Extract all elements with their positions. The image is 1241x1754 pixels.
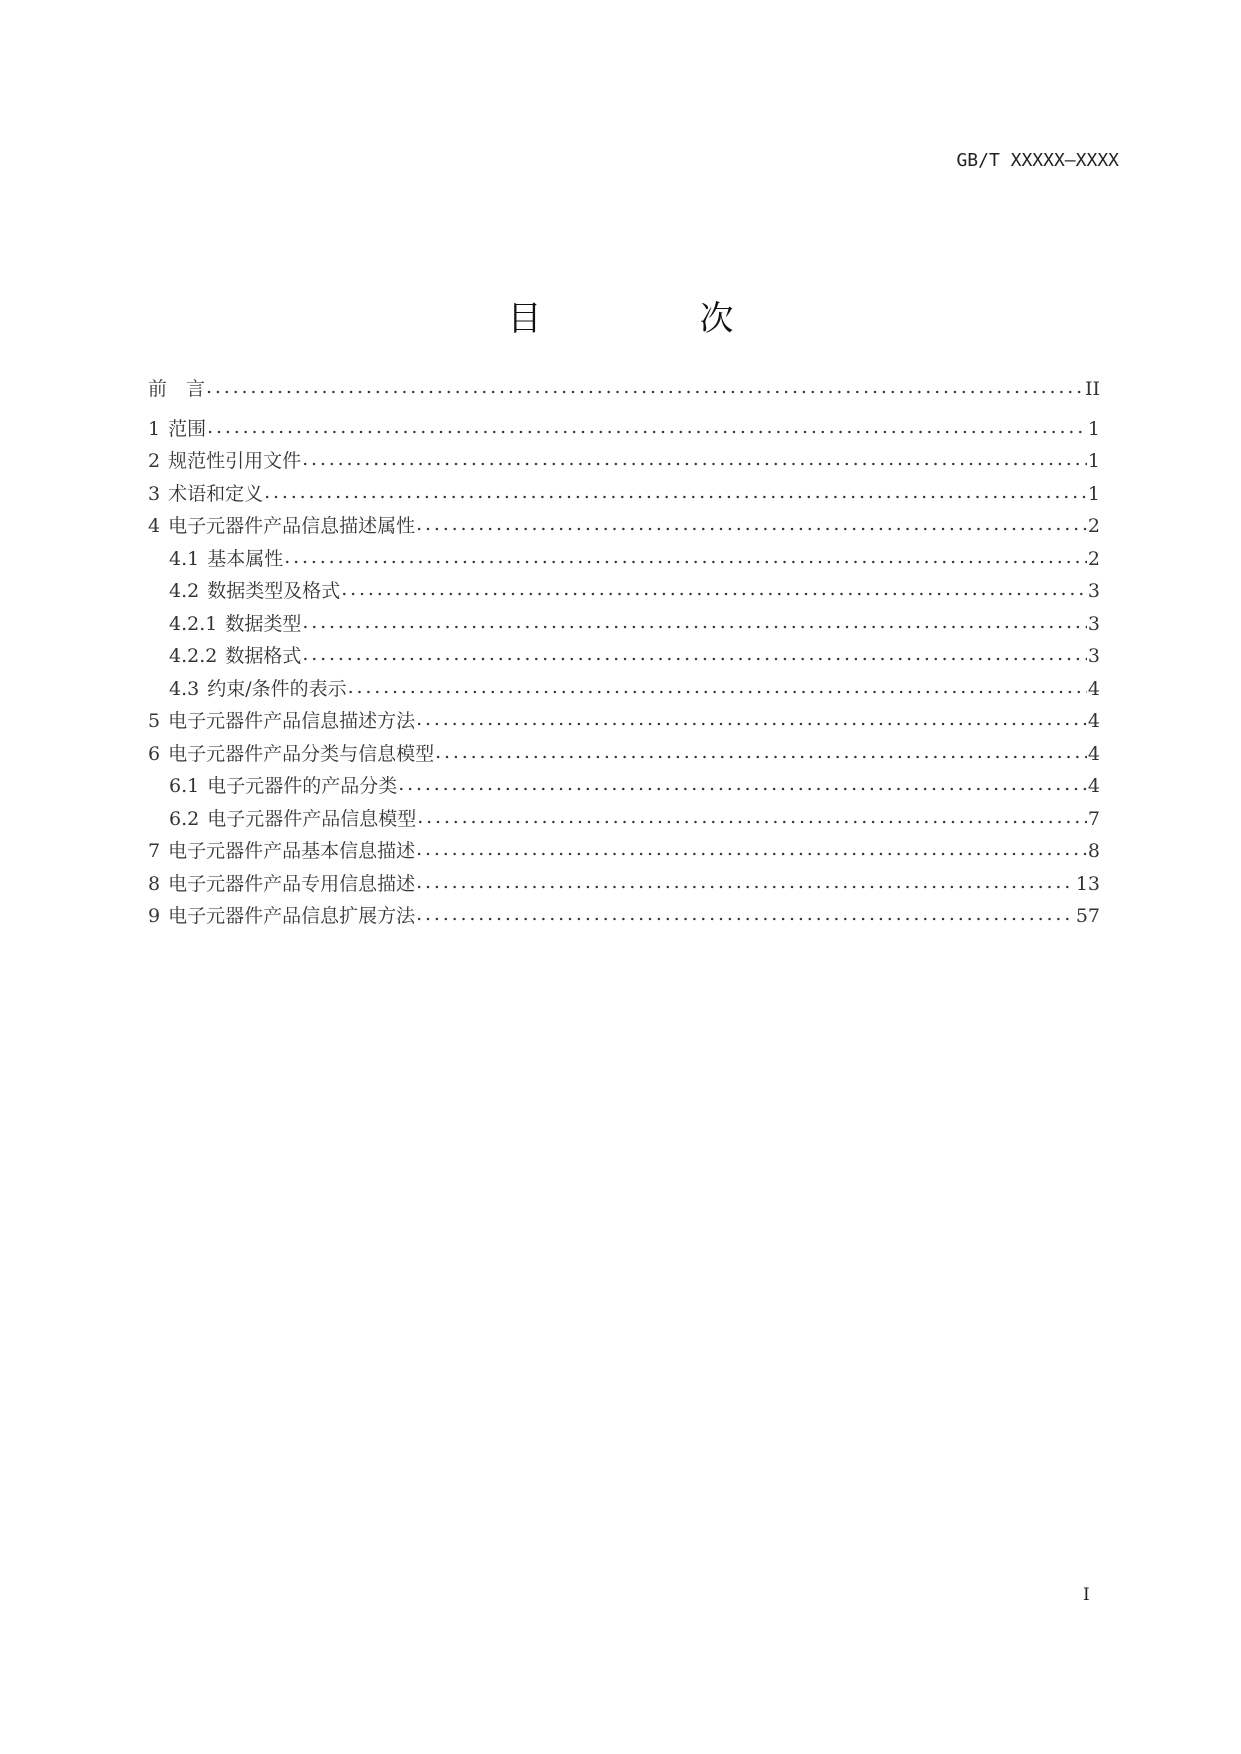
page-number: I [1083, 1585, 1090, 1605]
toc-entry-number: 6.2 [169, 807, 200, 830]
toc-entry-number: 9 [148, 905, 161, 927]
toc-entry-title: 术语和定义 [168, 482, 264, 505]
toc-entry-title: 基本属性 [207, 547, 284, 570]
toc-leader-dots [416, 838, 1087, 857]
toc-entry-page: II [1084, 378, 1100, 400]
toc-leader-dots [341, 578, 1087, 597]
toc-entry-number: 4.2.1 [169, 612, 218, 635]
toc-entry-page: 4 [1087, 775, 1100, 797]
toc-entry-number: 4.3 [169, 677, 200, 700]
toc-entry-page: 3 [1087, 580, 1100, 602]
toc-entry-page: 4 [1087, 742, 1100, 765]
toc-entry-page: 4 [1087, 710, 1100, 732]
toc-title: 目 次 [507, 298, 796, 339]
toc-entry-page: 3 [1087, 612, 1100, 635]
standard-number: GB/T XXXXX—XXXX [956, 150, 1119, 171]
toc-entry-number: 4 [148, 515, 161, 537]
toc-entry-title: 电子元器件产品基本信息描述 [168, 840, 416, 862]
toc-entry-page: 1 [1087, 450, 1100, 472]
toc-leader-dots [284, 546, 1087, 565]
toc-entry[interactable] [148, 479, 1100, 512]
toc-leader-dots [398, 773, 1087, 792]
toc-entry-number: 7 [148, 840, 161, 862]
toc-leader-dots [302, 643, 1087, 662]
toc-entry-number: 4.2 [169, 580, 200, 602]
toc-entry[interactable] [148, 511, 1100, 544]
toc-leader-dots [416, 708, 1087, 727]
toc-entry-number: 4.2.2 [169, 645, 218, 667]
toc-entry-page: 2 [1087, 547, 1100, 570]
toc-entry-title: 约束/条件的表示 [207, 677, 347, 700]
toc-leader-dots [264, 481, 1087, 500]
toc-entry-page: 4 [1087, 677, 1100, 700]
toc-entry-number: 1 [148, 417, 161, 440]
toc-entry[interactable] [148, 869, 1100, 902]
toc-entry[interactable] [148, 804, 1100, 837]
toc-entry-number: 3 [148, 482, 161, 505]
toc-entry-page: 1 [1087, 482, 1100, 505]
toc-entry-page: 57 [1075, 905, 1100, 927]
toc-entry-title: 电子元器件产品信息模型 [207, 807, 417, 830]
toc-entry-page: 13 [1075, 872, 1100, 895]
toc-entry[interactable] [148, 706, 1100, 739]
table-of-contents [148, 374, 1100, 934]
toc-entry[interactable] [148, 674, 1100, 707]
toc-entry-number: 6.1 [169, 775, 200, 797]
toc-entry-title: 电子元器件的产品分类 [207, 775, 398, 797]
toc-entry-title: 电子元器件产品专用信息描述 [168, 872, 416, 895]
toc-entry[interactable] [148, 901, 1100, 934]
toc-entry-title: 数据格式 [225, 645, 302, 667]
toc-entry[interactable] [148, 609, 1100, 642]
toc-entry-number: 6 [148, 742, 161, 765]
toc-entry-page: 1 [1087, 417, 1100, 440]
toc-leader-dots [417, 806, 1087, 825]
toc-entry-title: 电子元器件产品信息描述方法 [168, 710, 416, 732]
toc-entry[interactable] [148, 446, 1100, 479]
toc-entry-page: 8 [1087, 840, 1100, 862]
toc-leader-dots [435, 741, 1087, 760]
toc-entry-title: 范围 [168, 417, 207, 440]
toc-leader-dots [416, 513, 1087, 532]
toc-entry[interactable] [148, 836, 1100, 869]
toc-entry[interactable] [148, 641, 1100, 674]
toc-leader-dots [302, 611, 1087, 630]
toc-entry[interactable] [148, 414, 1100, 447]
toc-leader-dots [302, 448, 1087, 467]
toc-leader-dots [206, 376, 1084, 395]
toc-entry-title: 电子元器件产品信息扩展方法 [168, 905, 416, 927]
toc-leader-dots [416, 871, 1075, 890]
toc-entry-title: 规范性引用文件 [168, 450, 302, 472]
toc-entry-title: 数据类型 [225, 612, 302, 635]
toc-entry-number: 5 [148, 710, 161, 732]
toc-entry-title: 电子元器件产品信息描述属性 [168, 515, 416, 537]
toc-entry[interactable] [148, 374, 1100, 407]
toc-entry-number: 4.1 [169, 547, 200, 570]
toc-leader-dots [207, 416, 1087, 435]
toc-entry-number: 8 [148, 872, 161, 895]
toc-leader-dots [348, 676, 1087, 695]
toc-entry[interactable] [148, 739, 1100, 772]
toc-entry-page: 2 [1087, 515, 1100, 537]
toc-entry[interactable] [148, 771, 1100, 804]
toc-entry[interactable] [148, 576, 1100, 609]
toc-entry-title: 前 言 [148, 378, 206, 400]
toc-entry-title: 电子元器件产品分类与信息模型 [168, 742, 435, 765]
toc-leader-dots [416, 903, 1075, 922]
toc-entry-title: 数据类型及格式 [207, 580, 341, 602]
toc-entry[interactable] [148, 544, 1100, 577]
toc-entry-number: 2 [148, 450, 161, 472]
toc-entry-page: 7 [1087, 807, 1100, 830]
toc-entry-page: 3 [1087, 645, 1100, 667]
